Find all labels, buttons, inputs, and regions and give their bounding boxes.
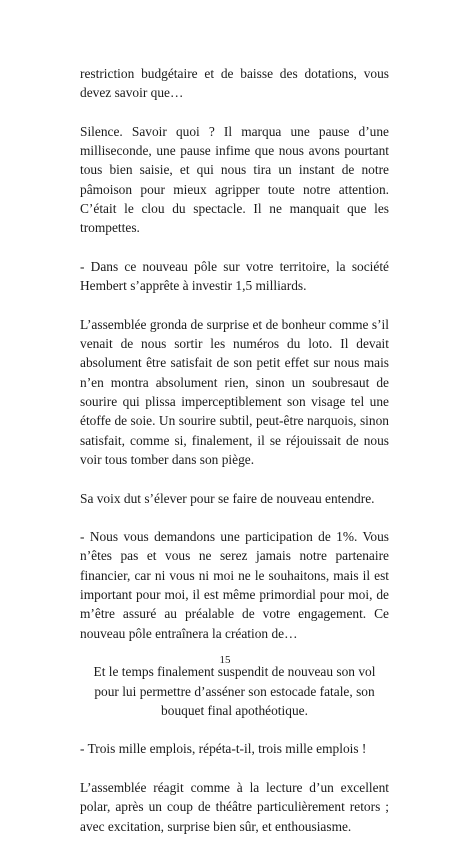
paragraph-1: restriction budgétaire et de baisse des dotations, vous devez savoir que… [80,66,389,101]
paragraph-6: - Nous vous demandons une participation de 1%. Vous n’êtes pas et vous ne serez jamais notre partenaire financier, car ni vous ni moi ne le souhaitons, mais il est important pour moi, il est même primordial pour moi, de m’être assuré au préalable de votre engagement. Ce nouveau pôle entraînera la création de… [80,529,389,641]
paragraph-9: L’assemblée réagit comme à la lecture d’un excellent polar, après un coup de théâtre particulièrement retors ; avec excitation, surprise bien sûr, et enthousiasme. [80,779,389,834]
page-number: 15 [219,654,231,666]
paragraph-8: - Trois mille emplois, répéta-t-il, trois mille emplois ! [80,741,367,757]
paragraph-7: Et le temps finalement suspendit de nouveau son vol pour lui permettre d’asséner son estocade fatale, son bouquet final apothéotique. [93,664,376,718]
paragraph-4: L’assemblée gronda de surprise et de bonheur comme s’il venait de nous sortir les numéros du loto. Il devait absolument être satisfait de son petit effet sur nous mais n’en montra absolument rien, sinon un soubresaut de sourire qui plissa imperceptiblement son visage tel une étoffe de soie. Un sourire subtil, peut-être narquois, sinon satisfait, comme si, finalement, il se réjouissait de nous voir tous tomber dans son piège. [80,316,389,467]
paragraph-2: Silence. Savoir quoi ? Il marqua une pause d’une milliseconde, une pause infime que nous avons pourtant tous bien saisie, et qui nous tira un instant de notre pâmoison pour mieux agripper toute notre attention. C’était le clou du spectacle. Il ne manquait que les trompettes. [80,123,389,236]
body-text [80,64,389,855]
paragraph-5: Sa voix dut s’élever pour se faire de nouveau entendre. [80,490,375,506]
paragraph-3: - Dans ce nouveau pôle sur votre territoire, la société Hembert s’apprête à investir 1,5 milliards. [80,258,389,294]
